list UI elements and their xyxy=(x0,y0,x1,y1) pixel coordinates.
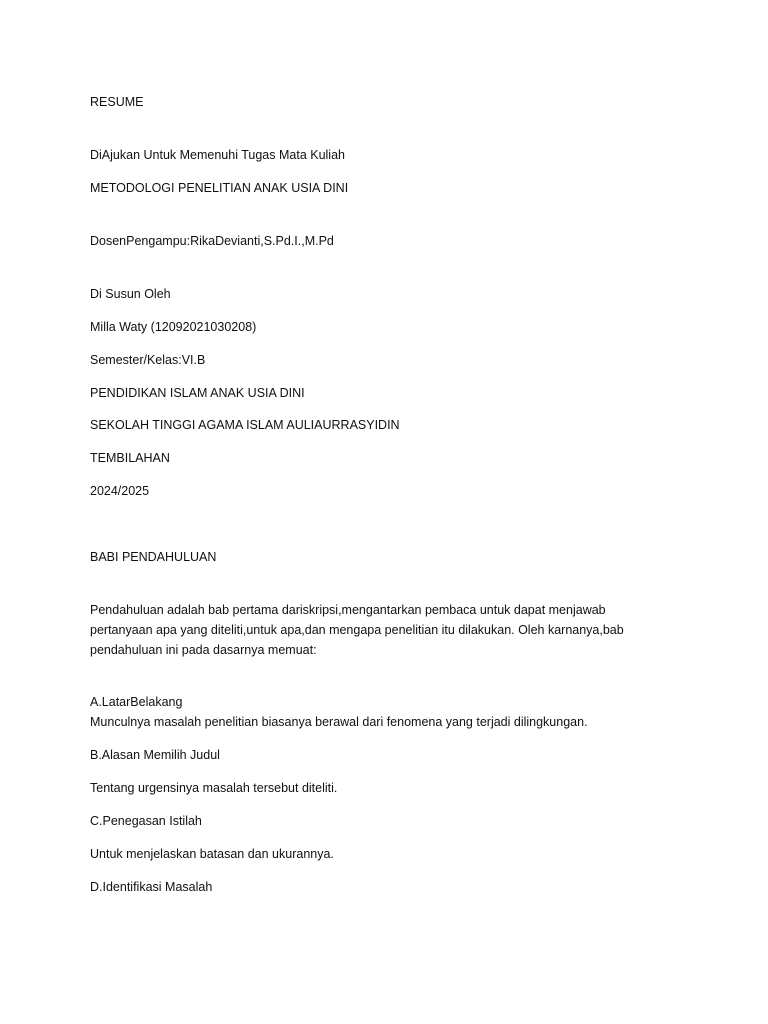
prepared-by-label: Di Susun Oleh xyxy=(90,287,171,301)
institution-name: SEKOLAH TINGGI AGAMA ISLAM AULIAURRASYIDIN xyxy=(90,418,400,432)
study-program: PENDIDIKAN ISLAM ANAK USIA DINI xyxy=(90,386,305,400)
section-heading: C.Penegasan Istilah xyxy=(90,814,202,828)
submission-purpose: DiAjukan Untuk Memenuhi Tugas Mata Kuliah xyxy=(90,148,345,162)
section-body: Tentang urgensinya masalah tersebut diteliti. xyxy=(90,781,338,795)
city-name: TEMBILAHAN xyxy=(90,451,170,465)
section-body: Untuk menjelaskan batasan dan ukurannya. xyxy=(90,847,334,861)
academic-year: 2024/2025 xyxy=(90,484,150,498)
section-heading: A.LatarBelakang xyxy=(90,695,183,709)
lecturer-line: DosenPengampu:RikaDevianti,S.Pd.I.,M.Pd xyxy=(90,234,334,248)
section-heading: D.Identifikasi Masalah xyxy=(90,880,213,894)
chapter-intro-paragraph: Pendahuluan adalah bab pertama dariskripsi,mengantarkan pembaca untuk dapat menjawab pertanyaan apa yang diteliti,untuk apa,dan mengapa penelitian itu dilakukan. Oleh karnanya,bab pendahuluan ini pada dasarnya memuat: xyxy=(90,603,624,657)
course-name: METODOLOGI PENELITIAN ANAK USIA DINI xyxy=(90,181,349,195)
student-name: Milla Waty (12092021030208) xyxy=(90,320,257,334)
semester-class: Semester/Kelas:VI.B xyxy=(90,353,206,367)
section-body: Munculnya masalah penelitian biasanya berawal dari fenomena yang terjadi dilingkungan. xyxy=(90,715,588,729)
section-heading: B.Alasan Memilih Judul xyxy=(90,748,220,762)
chapter-heading: BABI PENDAHULUAN xyxy=(90,550,217,564)
document-title: RESUME xyxy=(90,95,144,109)
